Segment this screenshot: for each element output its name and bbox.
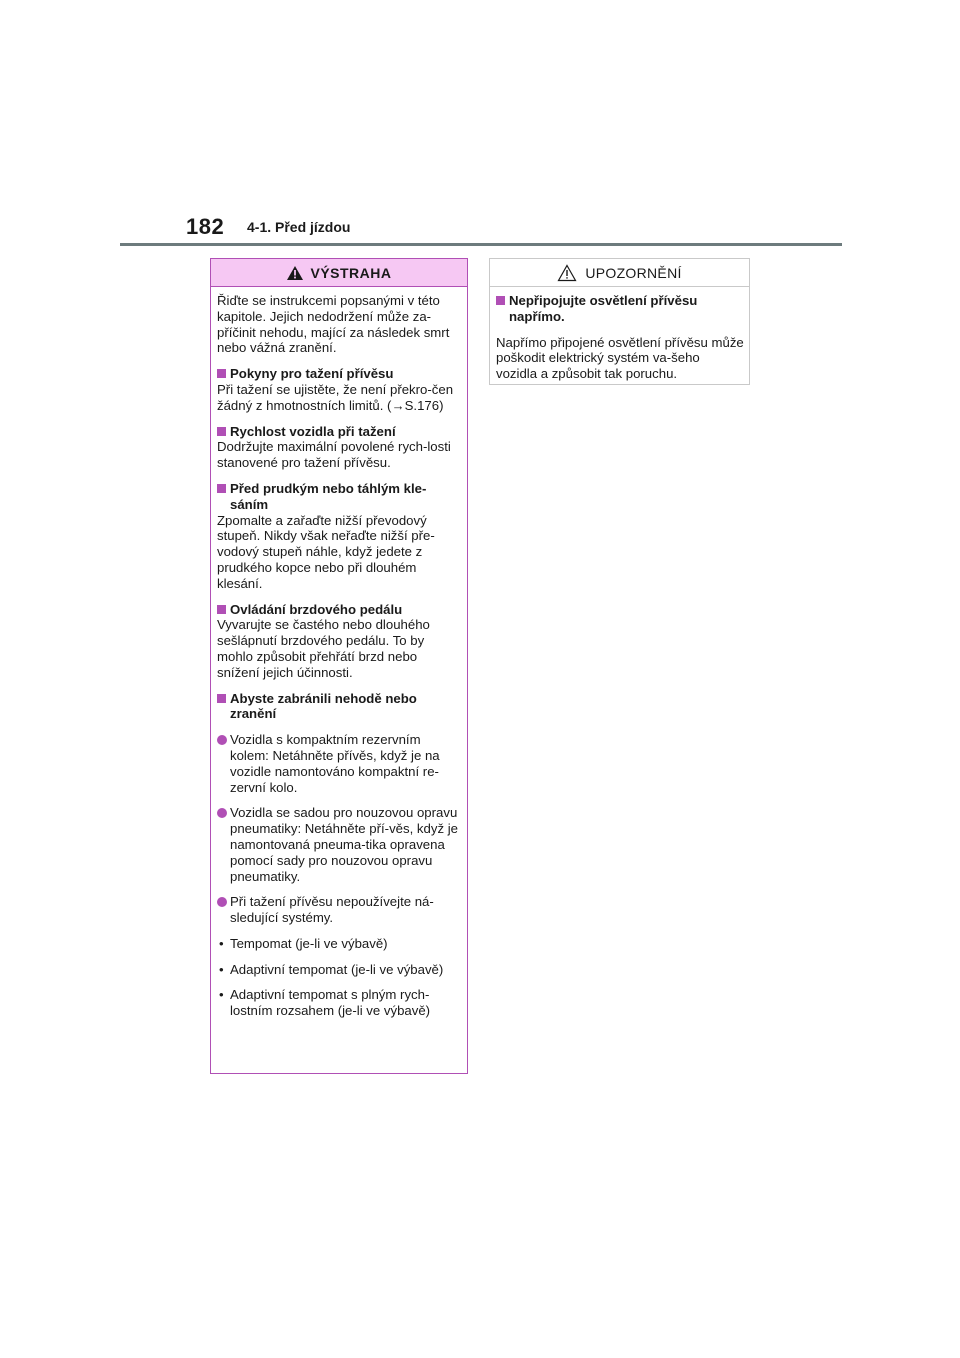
warning-heading: Pokyny pro tažení přívěsu bbox=[217, 366, 462, 382]
list-item: Při tažení přívěsu nepoužívejte ná-sledující systémy. bbox=[217, 894, 462, 926]
warning-heading: Rychlost vozidla při tažení bbox=[217, 424, 462, 440]
square-bullet-icon bbox=[496, 296, 505, 305]
square-bullet-icon bbox=[217, 369, 226, 378]
warning-title: VÝSTRAHA bbox=[310, 264, 392, 281]
warning-header bbox=[211, 259, 467, 287]
square-bullet-icon bbox=[217, 694, 226, 703]
warning-heading: Ovládání brzdového pedálu bbox=[217, 602, 462, 618]
caution-box bbox=[489, 258, 750, 385]
caution-heading: Nepřipojujte osvětlení přívěsu napřímo. bbox=[496, 293, 744, 325]
list-item: Vozidla se sadou pro nouzovou opravu pneumatiky: Netáhněte pří-věs, když je namontovaná pneuma-tika opravena pomocí sady pro nouzovou opravu pneumatiky. bbox=[217, 805, 462, 884]
caution-title: UPOZORNĚNÍ bbox=[585, 264, 682, 281]
list-item: • Adaptivní tempomat s plným rych-lostním rozsahem (je-li ve výbavě) bbox=[219, 987, 431, 1019]
warning-heading: Abyste zabránili nehodě nebo zranění bbox=[217, 691, 462, 723]
square-bullet-icon bbox=[217, 484, 226, 493]
list-item: Vozidla s kompaktním rezervním kolem: Netáhněte přívěs, když je na vozidle namontováno kompaktní re-zervní kolo. bbox=[217, 732, 462, 795]
circle-bullet-icon bbox=[217, 897, 227, 907]
circle-bullet-icon bbox=[217, 808, 227, 818]
page-number: 182 bbox=[186, 214, 225, 239]
warning-heading: Před prudkým nebo táhlým kle-sáním bbox=[217, 481, 462, 513]
warning-paragraph: Dodržujte maximální povolené rych-losti stanovené pro tažení přívěsu. bbox=[217, 439, 451, 471]
warning-intro: Řiďte se instrukcemi popsanými v této kapitole. Jejich nedodržení může za-příčinit nehodu, mající za následek smrt nebo vážná zranění. bbox=[217, 293, 450, 356]
warning-box bbox=[210, 258, 468, 1074]
circle-bullet-icon bbox=[217, 735, 227, 745]
caution-header bbox=[490, 259, 749, 287]
caution-triangle-icon bbox=[557, 264, 577, 282]
section-title: 4-1. Před jízdou bbox=[247, 219, 351, 235]
warning-paragraph: Vyvarujte se častého nebo dlouhého sešlápnutí brzdového pedálu. To by mohlo způsobit přehřátí brzd nebo snížení jejich účinnosti. bbox=[217, 617, 430, 680]
square-bullet-icon bbox=[217, 605, 226, 614]
warning-paragraph: Při tažení se ujistěte, že není překro-čen žádný z hmotnostních limitů. (→S.176) bbox=[217, 381, 454, 413]
header-rule bbox=[120, 243, 842, 246]
list-item: • Tempomat (je-li ve výbavě) bbox=[219, 935, 388, 951]
caution-paragraph: Napřímo připojené osvětlení přívěsu může poškodit elektrický systém va-šeho vozidla a způsobit tak poruchu. bbox=[496, 334, 744, 382]
list-item: • Adaptivní tempomat (je-li ve výbavě) bbox=[219, 961, 444, 977]
warning-triangle-icon bbox=[286, 265, 304, 281]
warning-paragraph: Zpomalte a zařaďte nižší převodový stupeň. Nikdy však neřaďte nižší pře-vodový stupeň náhle, když jedete z prudkého kopce nebo při dlouhém klesání. bbox=[217, 512, 435, 591]
square-bullet-icon bbox=[217, 427, 226, 436]
